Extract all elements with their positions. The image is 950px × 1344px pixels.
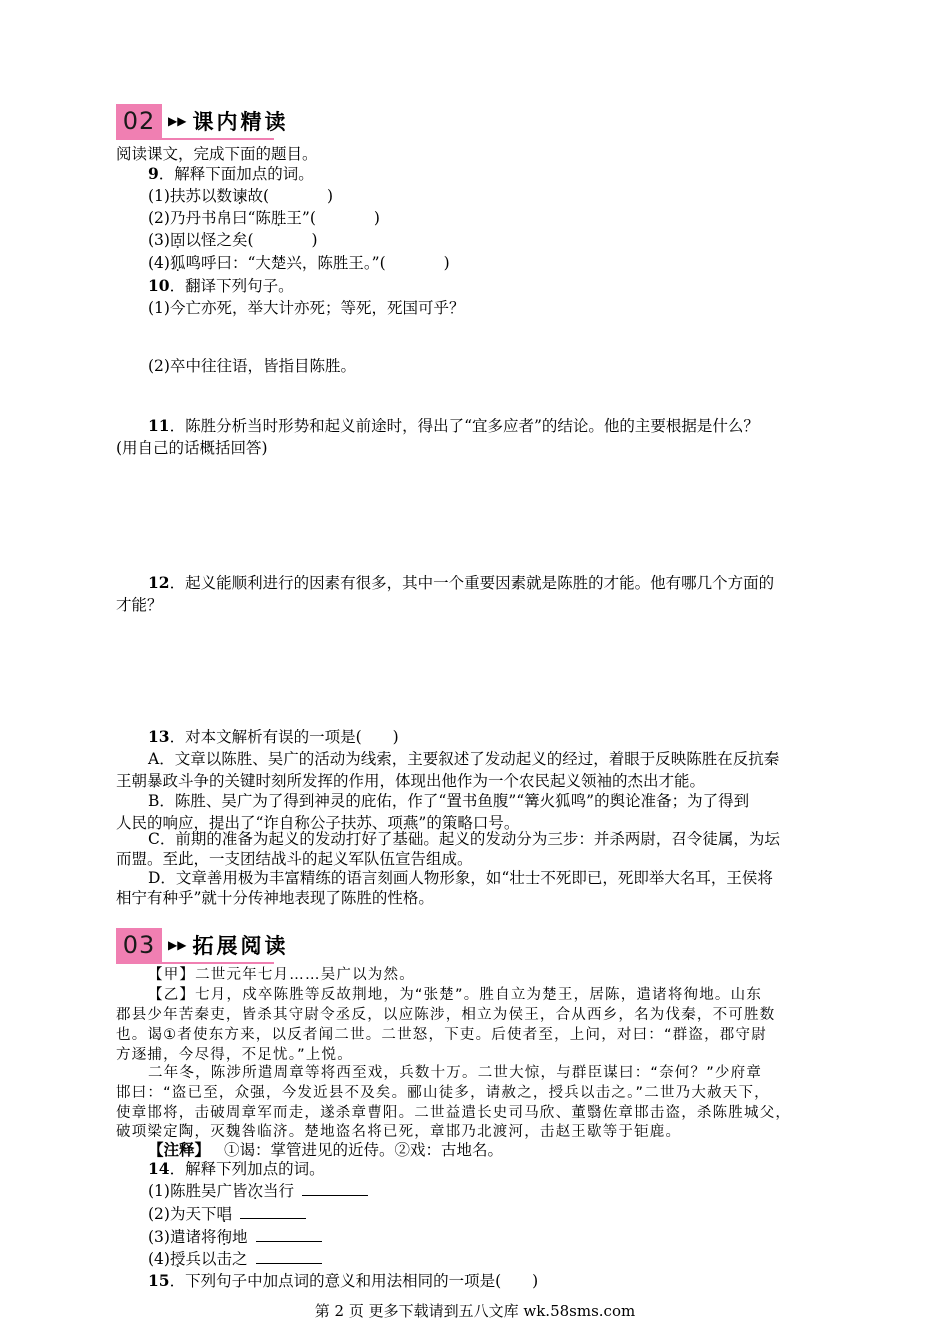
section-title: 拓展阅读 bbox=[192, 934, 289, 958]
q10-sentence-2: (2)卒中往往语，皆指目陈胜。 bbox=[148, 357, 356, 375]
q9-item-3: (3)固以怪之矣( ) bbox=[148, 231, 318, 249]
q13-option-b: B．陈胜、吴广为了得到神灵的庇佑，作了“置书鱼腹”“篝火狐鸣”的舆论准备；为了得到 bbox=[148, 792, 750, 810]
q14-item-4: (4)授兵以击之 bbox=[148, 1249, 322, 1269]
question-15: 15．下列句子中加点词的意义和用法相同的一项是( ) bbox=[148, 1271, 539, 1290]
passage-yi-2: 郡县少年苦秦吏，皆杀其守尉令丞反，以应陈涉，相立为侯王，合从西乡，名为伐秦，不可胜数 bbox=[116, 1007, 776, 1023]
question-12: 12．起义能顺利进行的因素有很多，其中一个重要因素就是陈胜的才能。他有哪几个方面的 bbox=[148, 573, 775, 592]
passage-yi-1: 【乙】七月，戍卒陈胜等反故荆地，为“张楚”。胜自立为楚王，居陈，遣诸将徇地。山东 bbox=[148, 987, 763, 1003]
passage-p2-2: 邯曰：“盗已至，众强，今发近县不及矣。郦山徒多，请赦之，授兵以击之。”二世乃大赦天下， bbox=[116, 1085, 770, 1101]
answer-blank[interactable] bbox=[240, 1204, 306, 1219]
q13-option-a: A．文章以陈胜、吴广的活动为线索，主要叙述了发动起义的经过，着眼于反映陈胜在反抗秦 bbox=[148, 750, 780, 768]
answer-blank[interactable] bbox=[256, 1249, 322, 1264]
q10-sentence-1: (1)今亡亦死，举大计亦死；等死，死国可乎？ bbox=[148, 299, 465, 317]
q14-item-1: (1)陈胜吴广皆次当行 bbox=[148, 1181, 368, 1201]
arrow-icon: ▶▶ bbox=[168, 114, 187, 128]
intro-text: 阅读课文，完成下面的题目。 bbox=[116, 145, 318, 163]
q13-option-a-cont: 王朝暴政斗争的关键时刻所发挥的作用，体现出他作为一个农民起义领袖的杰出才能。 bbox=[116, 772, 706, 790]
answer-blank[interactable] bbox=[256, 1227, 322, 1242]
passage-p2-4: 破项梁定陶，灭魏咎临济。楚地盗名将已死，章邯乃北渡河，击赵王歇等于钜鹿。 bbox=[116, 1124, 682, 1140]
q9-item-4: (4)狐鸣呼曰：“大楚兴，陈胜王。”( ) bbox=[148, 254, 450, 272]
question-11-cont: (用自己的话概括回答) bbox=[116, 439, 268, 457]
passage-notes: 【注释】 ①谒：掌管进见的近侍。②戏：古地名。 bbox=[148, 1140, 504, 1159]
question-9: 9．解释下面加点的词。 bbox=[148, 164, 314, 183]
passage-yi-3: 也。谒①者使东方来，以反者闻二世。二世怒，下吏。后使者至，上问，对曰：“群盗，郡守尉 bbox=[116, 1027, 767, 1043]
passage-jia: 【甲】二世元年七月……吴广以为然。 bbox=[148, 967, 415, 983]
q13-option-c-cont: 而盟。至此，一支团结战斗的起义军队伍宣告组成。 bbox=[116, 850, 473, 868]
q14-item-3: (3)遣诸将徇地 bbox=[148, 1227, 322, 1247]
question-13: 13．对本文解析有误的一项是( ) bbox=[148, 727, 399, 746]
arrow-icon: ▶▶ bbox=[168, 938, 187, 952]
q14-item-2: (2)为天下唱 bbox=[148, 1204, 306, 1224]
section-underline bbox=[116, 962, 274, 964]
page-footer: 第 2 页 更多下载请到五八文库 wk.58sms.com bbox=[314, 1302, 636, 1320]
section-header-02 bbox=[116, 104, 288, 138]
section-number: 02 bbox=[116, 104, 162, 138]
q13-option-d-cont: 相宁有种乎”就十分传神地表现了陈胜的性格。 bbox=[116, 889, 434, 907]
q13-option-c: C．前期的准备为起义的发动打好了基础。起义的发动分为三步：并杀两尉，召令徒属，为坛 bbox=[148, 830, 780, 848]
passage-yi-4: 方逐捕，今尽得，不足忧。”上悦。 bbox=[116, 1047, 353, 1063]
q9-item-1: (1)扶苏以数谏故( ) bbox=[148, 187, 334, 205]
q13-option-d: D．文章善用极为丰富精练的语言刻画人物形象，如“壮士不死即已，死即举大名耳，王侯将 bbox=[148, 869, 773, 887]
answer-blank[interactable] bbox=[302, 1181, 368, 1196]
q13-option-b-cont: 人民的响应，提出了“诈自称公子扶苏、项燕”的策略口号。 bbox=[116, 814, 520, 832]
question-11: 11．陈胜分析当时形势和起义前途时，得出了“宜多应者”的结论。他的主要根据是什么？ bbox=[148, 416, 759, 435]
q9-item-2: (2)乃丹书帛曰“陈胜王”( ) bbox=[148, 209, 380, 227]
question-10: 10．翻译下列句子。 bbox=[148, 276, 294, 295]
section-underline bbox=[116, 138, 274, 140]
question-14: 14．解释下列加点的词。 bbox=[148, 1159, 325, 1178]
section-title: 课内精读 bbox=[192, 110, 289, 134]
passage-p2-1: 二年冬，陈涉所遣周章等将西至戏，兵数十万。二世大惊，与群臣谋曰：“奈何？”少府章 bbox=[148, 1065, 763, 1081]
question-12-cont: 才能？ bbox=[116, 596, 163, 614]
passage-p2-3: 使章邯将，击破周章军而走，遂杀章曹阳。二世益遣长史司马欣、董翳佐章邯击盗，杀陈胜城父， bbox=[116, 1105, 792, 1121]
section-header-03 bbox=[116, 928, 288, 962]
section-number: 03 bbox=[116, 928, 162, 962]
